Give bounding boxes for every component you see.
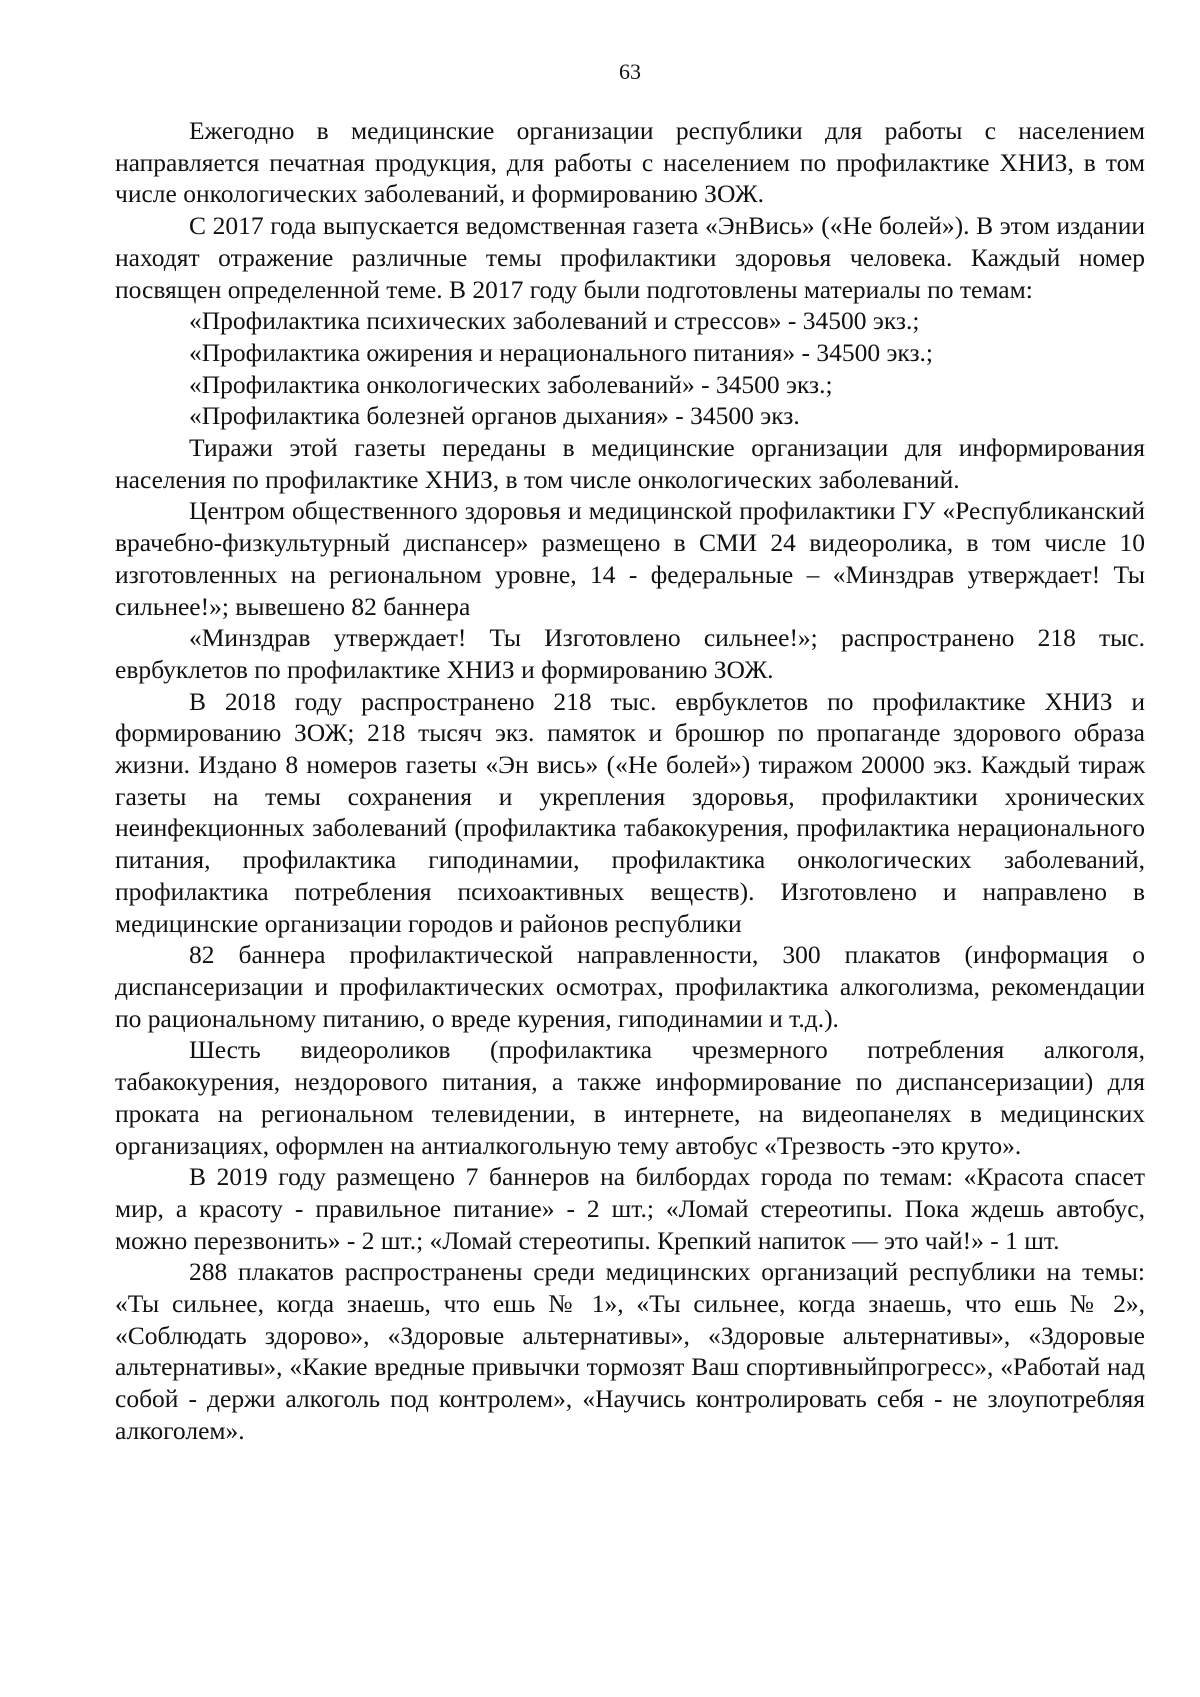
list-item-topic: «Профилактика психических заболеваний и стрессов» - 34500 экз.; (189, 306, 920, 336)
list-item-topic: «Профилактика ожирения и нерационального питания» - 34500 экз.; (189, 337, 933, 367)
paragraph-banners-posters: 82 баннера профилактической направленности, 300 плакатов (информация о диспансеризации и профилактических осмотрах, профилактика алкоголизма, рекомендации по рациональному питанию, о вреде курения, гиподинамии и т.д.). (115, 940, 1145, 1033)
paragraph-annual-print-products: Ежегодно в медицинские организации республики для работы с населением направляется печатная продукция, для работы с населением по профилактике ХНИЗ, в том числе онкологических заболеваний, и формированию ЗОЖ. (115, 116, 1145, 209)
page-number: 63 (619, 59, 641, 84)
list-item-topic: «Профилактика онкологических заболеваний» - 34500 экз.; (189, 369, 833, 399)
paragraph-minzdrav-banner: «Минздрав утверждает! Ты Изготовлено сильнее!»; распространено 218 тыс. еврбуклетов по профилактике ХНИЗ и формированию ЗОЖ. (115, 623, 1145, 684)
paragraph-circulation: Тиражи этой газеты переданы в медицинские организации для информирования населения по профилактике ХНИЗ, в том числе онкологических заболеваний. (115, 433, 1145, 494)
list-item-topic: «Профилактика болезней органов дыхания» - 34500 экз. (189, 401, 800, 431)
paragraph-newspaper-envis: С 2017 года выпускается ведомственная газета «ЭнВись» («Не болей»). В этом издании находят отражение различные темы профилактики здоровья человека. Каждый номер посвящен определенной теме. В 2017 году были подготовлены материалы по темам: (115, 211, 1145, 304)
document-body (115, 115, 1145, 1447)
paragraph-year-2018: В 2018 году распространено 218 тыс. еврбуклетов по профилактике ХНИЗ и формированию ЗОЖ; 218 тысяч экз. памяток и брошюр по пропаганде здорового образа жизни. Издано 8 номеров газеты «Эн вись» («Не болей») тиражом 20000 экз. Каждый тираж газеты на темы сохранения и укрепления здоровья, профилактики хронических неинфекционных заболеваний (профилактика табакокурения, профилактика нерационального питания, профилактика гиподинамии, профилактика онкологических заболеваний, профилактика потребления психоактивных веществ). Изготовлено и направлено в медицинские организации городов и районов республики (115, 686, 1145, 938)
paragraph-posters-288: 288 плакатов распространены среди медицинских организаций республики на темы: «Ты сильнее, когда знаешь, что ешь № 1», «Ты сильнее, когда знаешь, что ешь № 2», «Соблюдать здорово», «Здоровые альтернативы», «Здоровые альтернативы», «Здоровые альтернативы», «Какие вредные привычки тормозят Ваш спортивныйпрогресс», «Работай над собой - держи алкоголь под контролем», «Научись контролировать себя - не злоупотребляя алкоголем». (115, 1257, 1145, 1445)
paragraph-videos: Шесть видеороликов (профилактика чрезмерного потребления алкоголя, табакокурения, нездорового питания, а также информирование по диспансеризации) для проката на региональном телевидении, в интернете, на видеопанелях в медицинских организациях, оформлен на антиалкогольную тему автобус «Трезвость -это круто». (115, 1035, 1145, 1160)
paragraph-year-2019: В 2019 году размещено 7 баннеров на билбордах города по темам: «Красота спасет мир, а красоту - правильное питание» - 2 шт.; «Ломай стереотипы. Пока ждешь автобус, можно перезвонить» - 2 шт.; «Ломай стереотипы. Крепкий напиток — это чай!» - 1 шт. (115, 1162, 1145, 1255)
paragraph-public-health-center: Центром общественного здоровья и медицинской профилактики ГУ «Республиканский врачебно-физкультурный диспансер» размещено в СМИ 24 видеоролика, в том числе 10 изготовленных на региональном уровне, 14 - федеральные – «Минздрав утверждает! Ты сильнее!»; вывешено 82 баннера (115, 496, 1145, 621)
